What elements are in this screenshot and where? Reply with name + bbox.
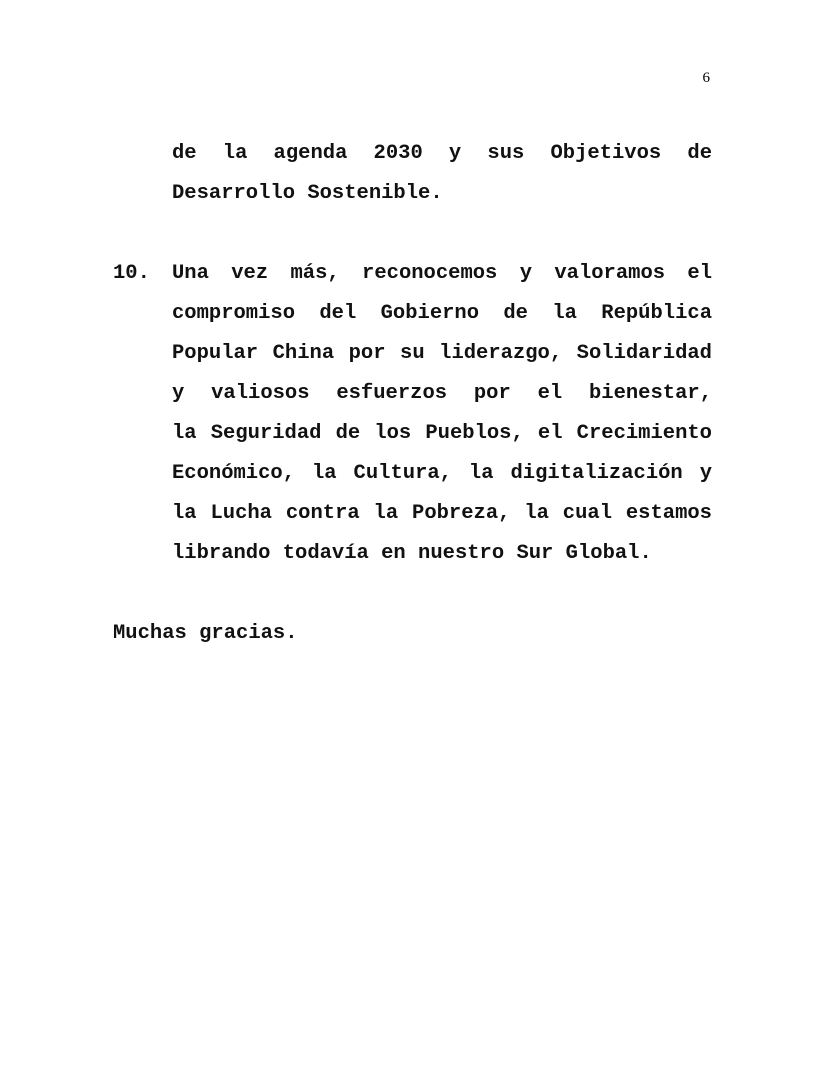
paragraph-line: la Seguridad de los Pueblos, el Crecimiento	[172, 422, 712, 445]
paragraph-line: compromiso del Gobierno de la República	[172, 302, 712, 325]
closing-text: Muchas gracias.	[113, 622, 298, 645]
paragraph-line: de la agenda 2030 y sus Objetivos de	[172, 142, 712, 165]
paragraph-line: Popular China por su liderazgo, Solidaridad	[172, 342, 712, 365]
paragraph-line: la Lucha contra la Pobreza, la cual estamos	[172, 502, 712, 525]
paragraph-line: y valiosos esfuerzos por el bienestar,	[172, 382, 712, 405]
paragraph-line: Económico, la Cultura, la digitalización y	[172, 462, 712, 485]
paragraph-line: librando todavía en nuestro Sur Global.	[172, 542, 652, 565]
paragraph-line: Una vez más, reconocemos y valoramos el	[172, 262, 712, 285]
page-number: 6	[702, 70, 710, 86]
paragraph-line: Desarrollo Sostenible.	[172, 182, 443, 205]
item-number: 10.	[113, 262, 150, 285]
